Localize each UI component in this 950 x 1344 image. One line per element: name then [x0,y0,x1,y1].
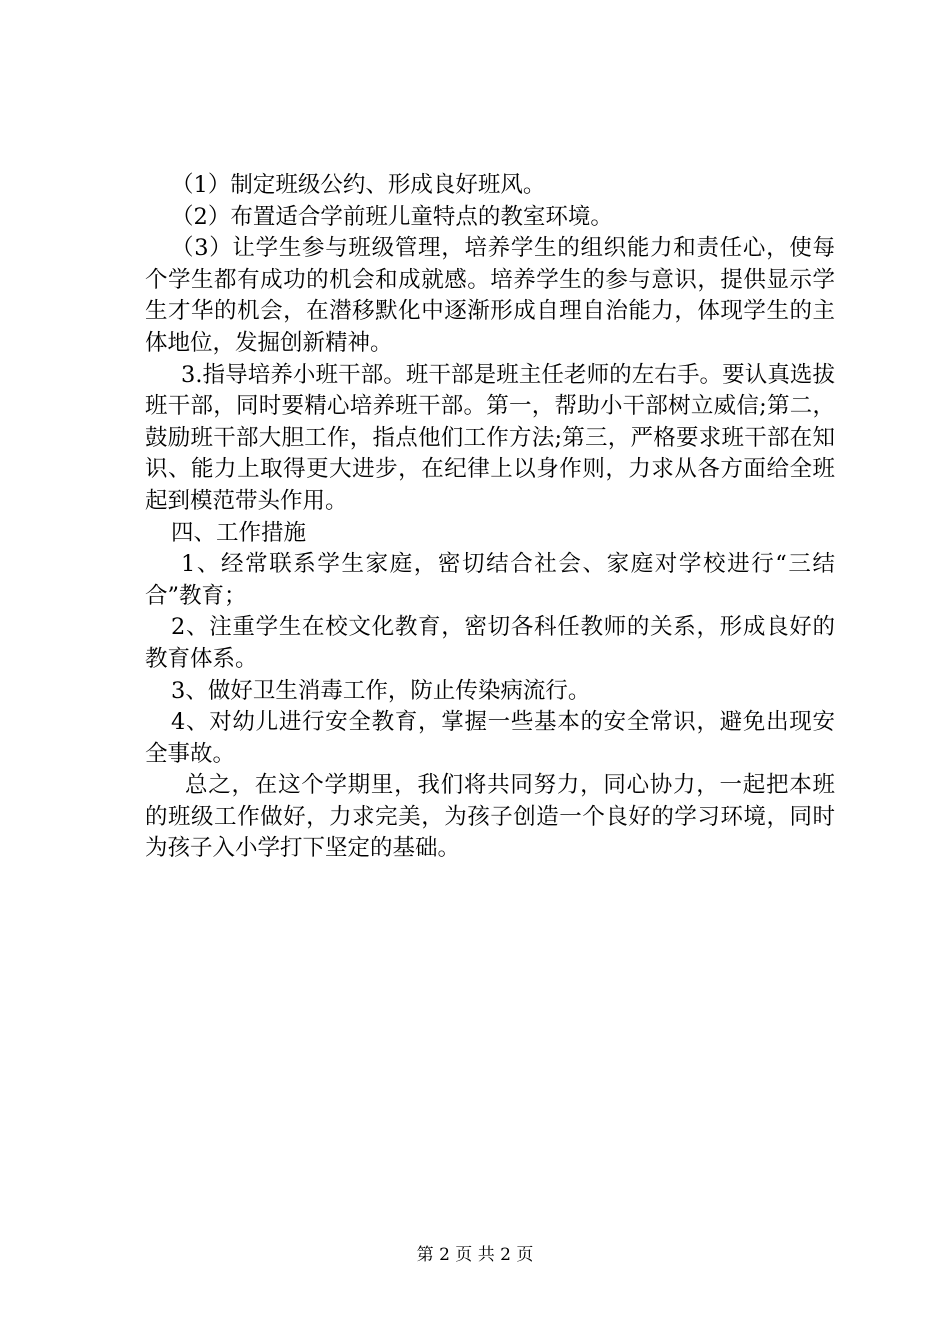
document-body [145,170,835,865]
page-number-label: 第 2 页 共 2 页 [416,1245,534,1265]
paragraph-2: （2）布置适合学前班儿童特点的教室环境。 [171,203,613,230]
section-heading-work-measures: 四、工作措施 [171,519,307,546]
paragraph-7: 2、注重学生在校文化教育，密切各科任教师的关系，形成良好的教育体系。 [145,614,835,672]
paragraph-10-summary: 总之，在这个学期里，我们将共同努力，同心协力，一起把本班的班级工作做好，力求完美，为孩子创造一个良好的学习环境，同时为孩子入小学打下坚定的基础。 [145,772,835,862]
paragraph-9: 4、对幼儿进行安全教育，掌握一些基本的安全常识，避免出现安全事故。 [145,709,835,767]
paragraph-8: 3、做好卫生消毒工作，防止传染病流行。 [171,677,591,704]
paragraph-4: 3.指导培养小班干部。班干部是班主任老师的左右手。要认真选拔班干部，同时要精心培养班干部。第一，帮助小干部树立威信;第二，鼓励班干部大胆工作，指点他们工作方法;第三，严格要求班干部在知识、能力上取得更大进步，在纪律上以身作则，力求从各方面给全班起到模范带头作用。 [145,361,835,514]
page-footer [0,1244,950,1266]
paragraph-3: （3）让学生参与班级管理，培养学生的组织能力和责任心，使每个学生都有成功的机会和成就感。培养学生的参与意识，提供显示学生才华的机会，在潜移默化中逐渐形成自理自治能力，体现学生的主体地位，发掘创新精神。 [145,235,835,356]
paragraph-1: （1）制定班级公约、形成良好班风。 [171,172,546,198]
paragraph-6: 1、经常联系学生家庭，密切结合社会、家庭对学校进行“三结合”教育； [145,551,835,609]
